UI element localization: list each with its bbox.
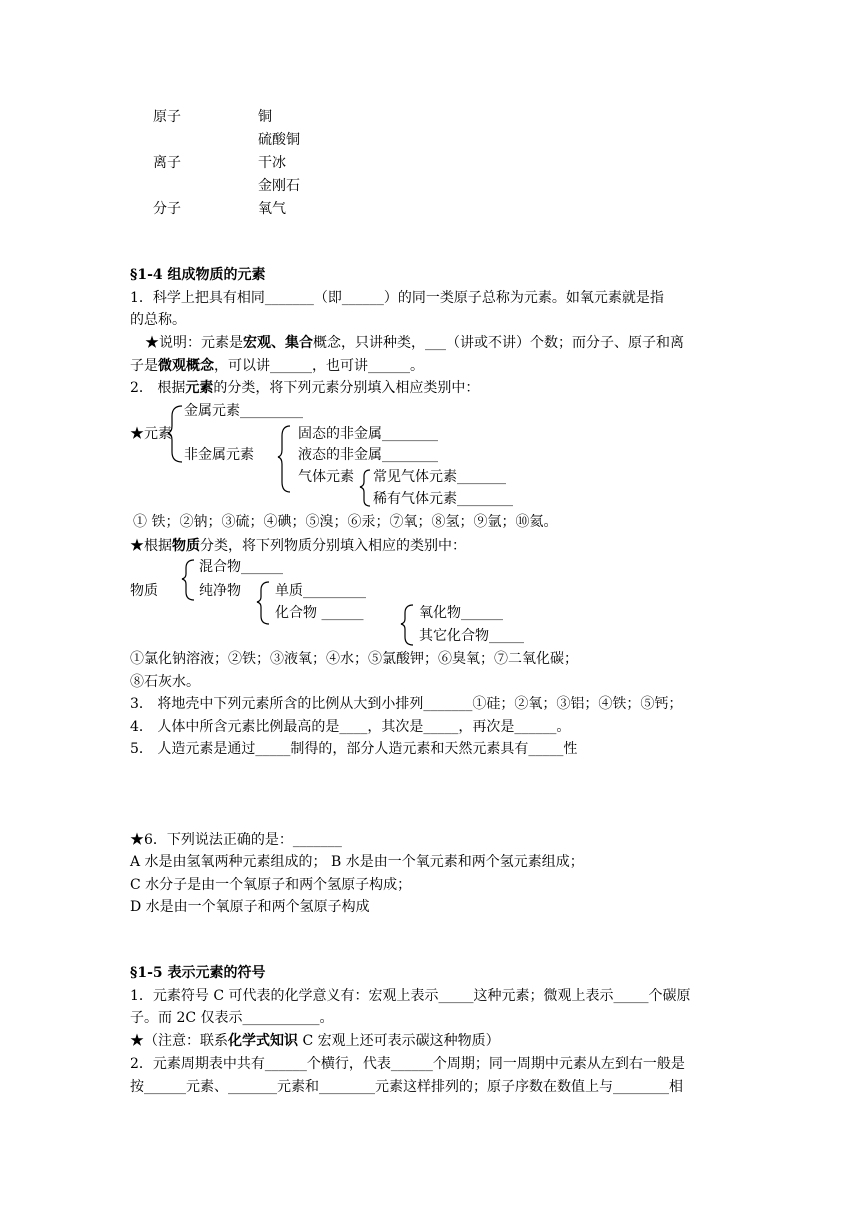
q6-option-d: D 水是由一个氧原子和两个氢原子构成: [130, 899, 370, 915]
tree1-gas: 气体元素: [298, 469, 354, 485]
q3-substance-line: ★根据物质分类，将下列物质分别填入相应的类别中：: [130, 538, 466, 554]
table-right-dry-ice: 干冰: [258, 155, 286, 171]
tree2-root: 物质: [130, 583, 158, 599]
table-right-diamond: 金刚石: [258, 178, 300, 194]
q6-option-a-b: A 水是由氢氧两种元素组成的； B 水是由一个氧元素和两个氢元素组成；: [130, 854, 584, 870]
tree2-brace-main: [182, 558, 196, 602]
s15-note: ★（注意：联系化学式知识 C 宏观上还可表示碳这种物质）: [130, 1033, 500, 1049]
table-left-ion: 离子: [153, 155, 181, 171]
q3-crust-line: 3． 将地壳中下列元素所含的比例从大到小排列_______①硅；②氧；③铝；④铁；⑤钙；: [130, 696, 683, 712]
s15-p1-line-a: 1．元素符号 C 可代表的化学意义有：宏观上表示_____这种元素；微观上表示_____个碳原: [130, 988, 691, 1004]
tree1-root: ★元素: [130, 426, 172, 442]
tree1-rare-gas: 稀有气体元素________: [373, 491, 513, 507]
s15-p2-line-a: 2．元素周期表中共有______个横行，代表______个周期；同一周期中元素从左到右一般是: [130, 1056, 685, 1072]
q2-line: 2． 根据元素的分类，将下列元素分别填入相应类别中：: [130, 380, 480, 396]
tree1-common-gas: 常见气体元素_______: [373, 469, 506, 485]
element-list: ① 铁；②钠；③硫；④碘；⑤溴；⑥汞；⑦氧；⑧氢；⑨氩；⑩氦。: [133, 514, 558, 530]
tree2-brace-pure: [257, 580, 271, 626]
tree2-pure: 纯净物: [199, 583, 241, 599]
tree1-brace-main: [170, 404, 184, 464]
tree1-liquid: 液态的非金属________: [298, 447, 438, 463]
section-1-5-title: §1-5 表示元素的符号: [130, 965, 266, 981]
tree1-brace-nonmetal: [278, 424, 292, 494]
substance-list-b: ⑧石灰水。: [130, 674, 200, 690]
table-left-molecule: 分子: [153, 201, 181, 217]
q1-line-a: 1．科学上把具有相同_______（即______）的同一类原子总称为元素。如氧元素就是指: [130, 290, 664, 306]
tree2-mixture: 混合物______: [199, 559, 283, 575]
section-1-4-title: §1-4 组成物质的元素: [130, 267, 266, 283]
substance-list-a: ①氯化钠溶液；②铁；③液氧；④水；⑤氯酸钾；⑥臭氧；⑦二氧化碳；: [130, 651, 578, 667]
q5-line: 5． 人造元素是通过_____制得的，部分人造元素和天然元素具有_____性: [130, 741, 578, 757]
tree1-solid: 固态的非金属________: [298, 426, 438, 442]
tree1-nonmetal: 非金属元素: [184, 447, 254, 463]
tree2-oxide: 氧化物______: [419, 605, 503, 621]
tree1-brace-gas: [358, 468, 372, 508]
table-right-copper-sulfate: 硫酸铜: [258, 132, 300, 148]
tree2-other-compound: 其它化合物_____: [419, 628, 524, 644]
note-line-a: ★说明：元素是宏观、集合概念，只讲种类，___（讲或不讲）个数；而分子、原子和离: [145, 335, 684, 351]
tree2-compound: 化合物 ______: [275, 605, 364, 621]
s15-p2-line-b: 按______元素、_______元素和________元素这样排列的；原子序数在数值上与________相: [130, 1079, 683, 1095]
q1-line-b: 的总称。: [130, 312, 186, 328]
tree2-simple: 单质_________: [275, 583, 366, 599]
q6-title: ★6．下列说法正确的是：_______: [130, 832, 342, 848]
table-right-oxygen: 氧气: [258, 201, 286, 217]
tree1-metal: 金属元素_________: [184, 403, 303, 419]
s15-p1-line-b: 子。而 2C 仅表示___________。: [130, 1010, 334, 1026]
table-left-atom: 原子: [153, 109, 181, 125]
note-line-b: 子是微观概念，可以讲______，也可讲______。: [130, 358, 424, 374]
tree2-brace-compound: [401, 603, 415, 647]
table-right-copper: 铜: [258, 109, 272, 125]
q4-line: 4． 人体中所含元素比例最高的是____，其次是_____，再次是______。: [130, 719, 571, 735]
q6-option-c: C 水分子是由一个氧原子和两个氢原子构成；: [130, 877, 412, 893]
